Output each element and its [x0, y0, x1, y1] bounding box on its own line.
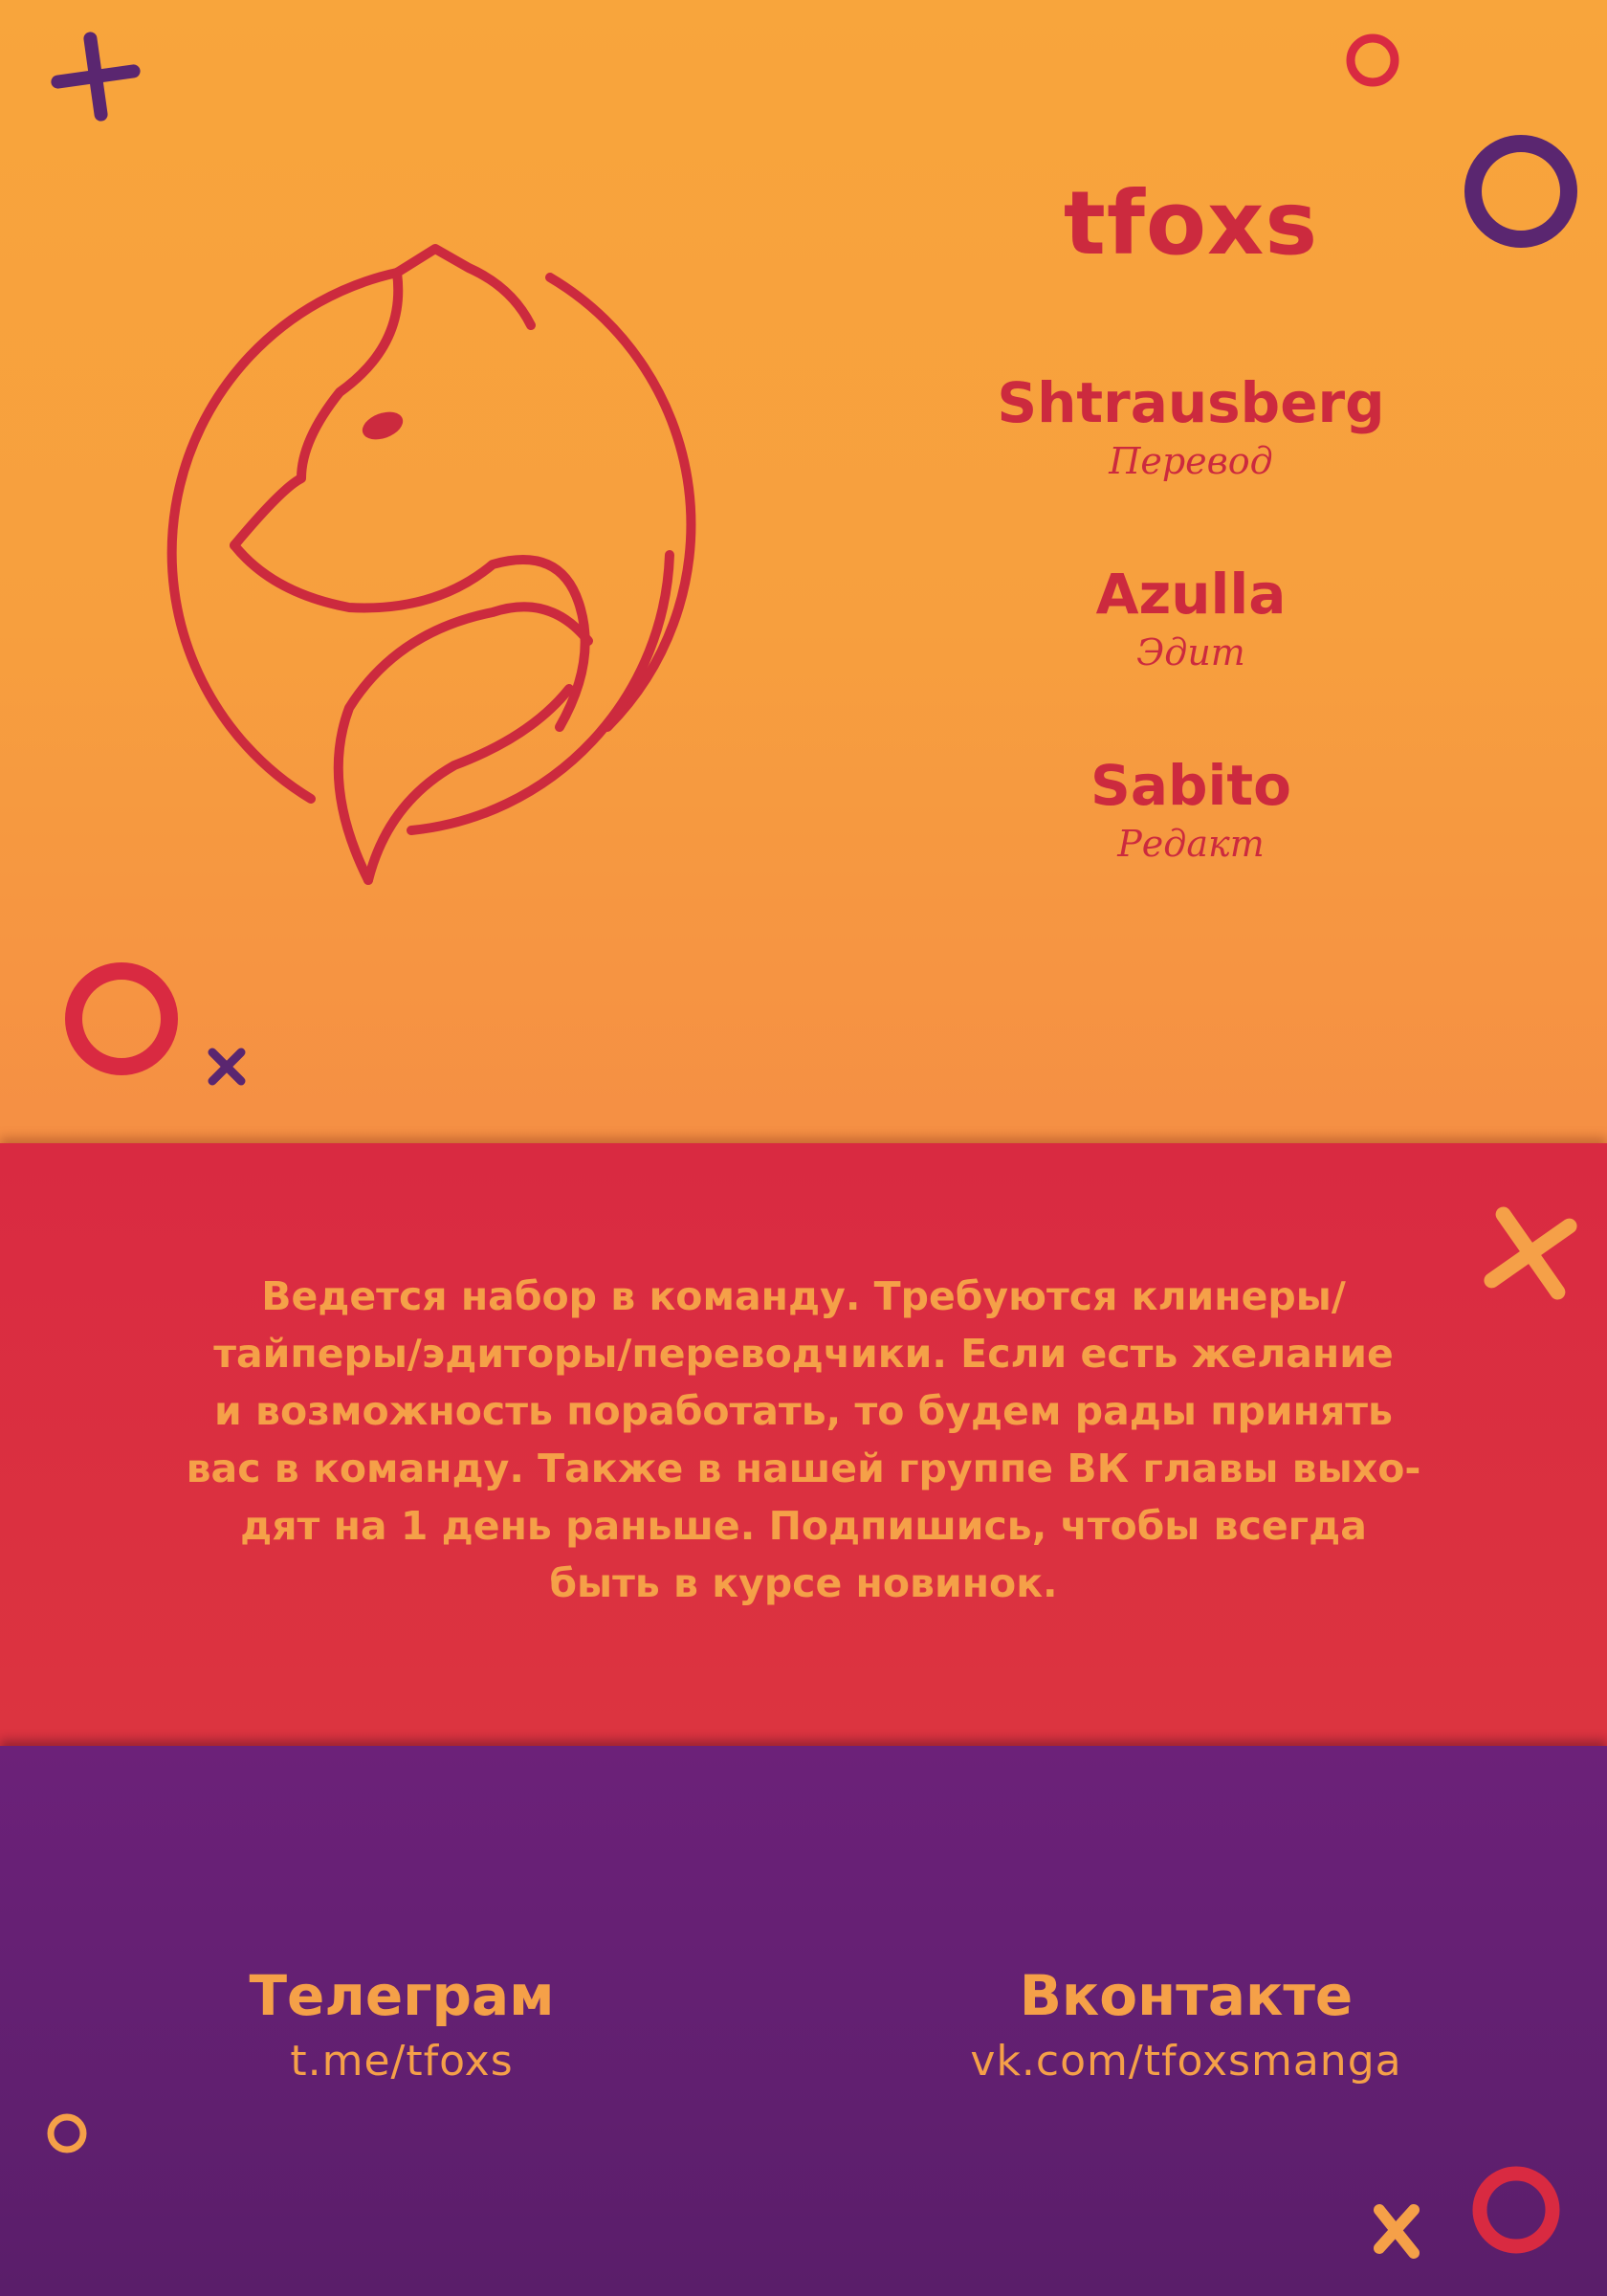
credit-role: Перевод: [1109, 439, 1273, 482]
cross-icon: [205, 1045, 249, 1089]
telegram-link[interactable]: t.me/tfoxs: [290, 2036, 514, 2086]
ring-icon: [1464, 2157, 1569, 2263]
ring-icon: [1339, 27, 1406, 94]
plus-icon: [48, 29, 143, 124]
telegram-block: [210, 1963, 593, 2086]
recruitment-line: дят на 1 день раньше. Подпишись, чтобы всегда: [240, 1503, 1367, 1549]
cross-icon: [1478, 1201, 1583, 1306]
recruitment-line: быть в курсе новинок.: [549, 1560, 1058, 1606]
vk-block: [909, 1963, 1464, 2086]
ring-icon: [43, 2109, 91, 2157]
recruitment-line: и возможность поработать, то будем рады принять: [214, 1388, 1393, 1434]
credit-name: Shtrausberg: [997, 370, 1385, 435]
credit-translator: [957, 370, 1425, 485]
telegram-title: Телеграм: [249, 1963, 555, 2028]
recruitment-line: вас в команду. Также в нашей группе ВК главы выхо-: [186, 1446, 1421, 1491]
recruitment-line: тайперы/эдиторы/переводчики. Если есть желание: [213, 1331, 1394, 1377]
vk-title: Вконтакте: [1019, 1963, 1354, 2028]
ring-icon: [1459, 129, 1583, 254]
recruitment-message: [134, 1268, 1473, 1612]
credit-editor: [957, 564, 1425, 676]
ring-icon: [59, 957, 184, 1081]
cross-icon: [1368, 2196, 1425, 2263]
vk-link[interactable]: vk.com/tfoxsmanga: [970, 2036, 1402, 2086]
credits-panel: [0, 0, 1607, 1143]
credit-role: Эдит: [1136, 630, 1245, 673]
credit-redactor: [957, 753, 1425, 868]
credit-role: Редакт: [1117, 822, 1265, 865]
recruitment-line: Ведется набор в команду. Требуются клинеры/: [261, 1273, 1346, 1319]
credit-name: Azulla: [1095, 562, 1287, 627]
fox-circle-logo-icon: [148, 230, 760, 899]
credit-name: Sabito: [1090, 753, 1291, 818]
team-title: tfoxs: [1063, 172, 1319, 275]
